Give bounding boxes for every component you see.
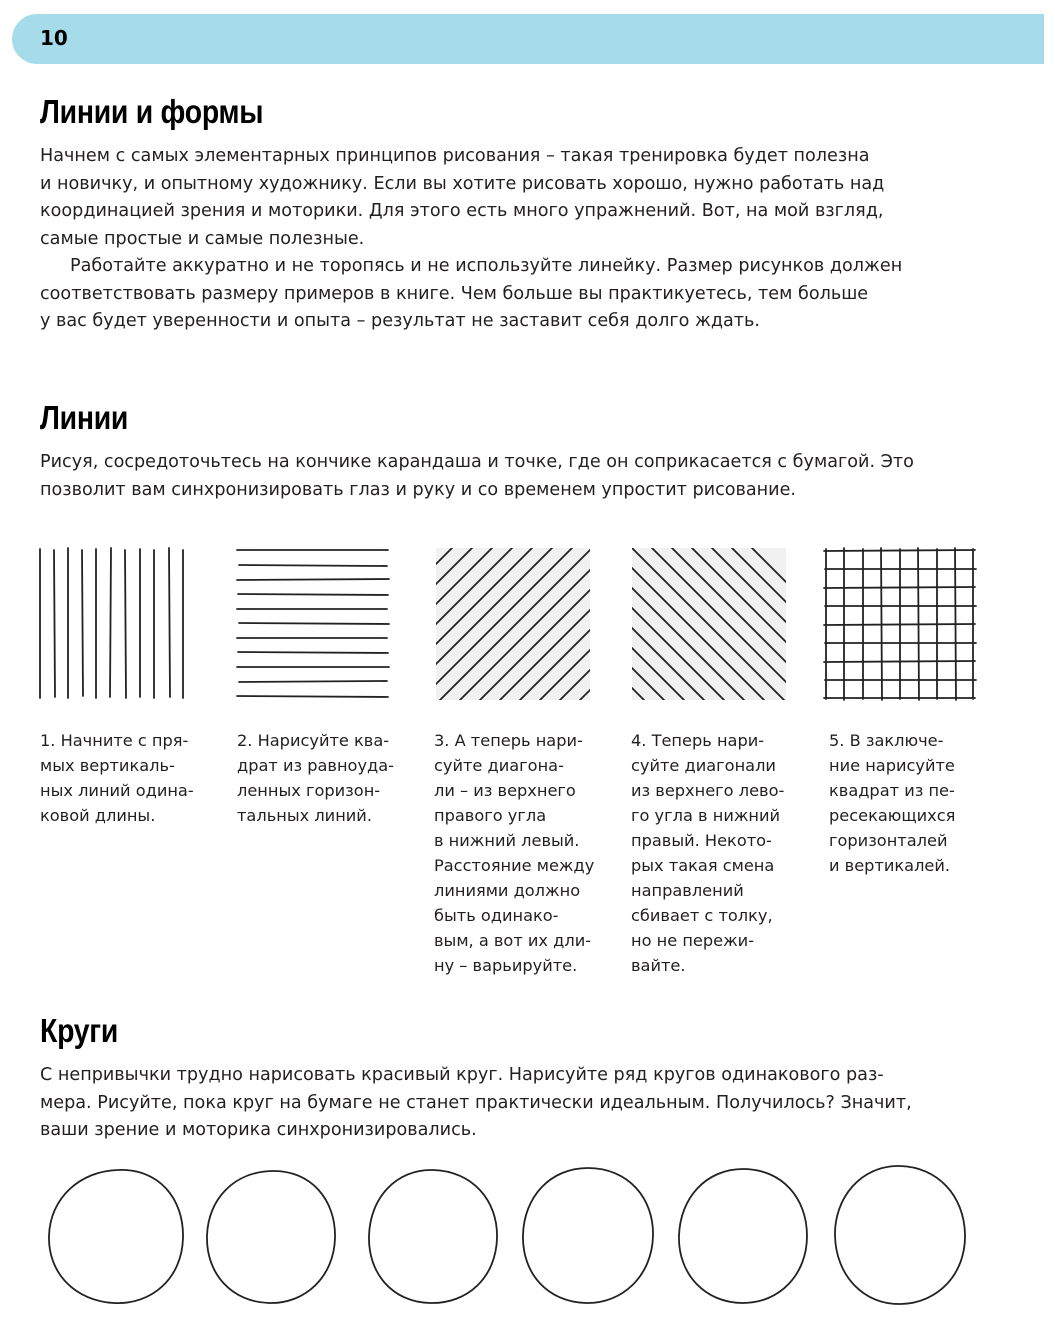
caption-line: рых такая смена xyxy=(631,856,775,875)
caption-line: сбивает с толку, xyxy=(631,906,773,925)
caption-line: вайте. xyxy=(631,956,686,975)
hand-drawn-circle xyxy=(369,1170,497,1303)
caption-line: суйте диагона- xyxy=(434,756,564,775)
caption-line: квадрат из пе- xyxy=(829,781,955,800)
text-line: С непривычки трудно нарисовать красивый круг. Нарисуйте ряд кругов одинакового раз- xyxy=(40,1065,884,1085)
text-line: Рисуя, сосредоточьтесь на кончике карандаша и точке, где он соприкасается с бумагой. Это xyxy=(40,452,914,472)
caption-line: из верхнего лево- xyxy=(631,781,785,800)
caption-line: ну – варьируйте. xyxy=(434,956,578,975)
intro-paragraph xyxy=(40,143,902,336)
caption-line: направлений xyxy=(631,881,744,900)
caption-line: Расстояние между xyxy=(434,856,595,875)
text-line: самые простые и самые полезные. xyxy=(40,228,365,249)
exercise-caption-4 xyxy=(631,728,784,978)
exercise-caption-5 xyxy=(829,728,955,878)
caption-line: горизонталей xyxy=(829,831,948,850)
caption-line: ли – из верхнего xyxy=(434,781,576,800)
caption-line: правый. Некото- xyxy=(631,831,772,850)
caption-line: но не пережи- xyxy=(631,931,755,950)
lines-paragraph xyxy=(40,449,914,504)
circles-paragraph xyxy=(40,1062,912,1145)
text-line: Работайте аккуратно и не торопясь и не используйте линейку. Размер рисунков должен xyxy=(70,256,903,276)
caption-line: 3. А теперь нари- xyxy=(434,731,583,750)
caption-line: ние нарисуйте xyxy=(829,756,955,775)
caption-line: в нижний левый. xyxy=(434,831,580,850)
text-line: и новичку, и опытному художнику. Если вы хотите рисовать хорошо, нужно работать над xyxy=(40,173,885,194)
caption-line: ресекающихся xyxy=(829,806,956,825)
diagonal-lines-left-right-drawing xyxy=(630,546,790,706)
caption-line: 4. Теперь нари- xyxy=(631,731,765,750)
exercise-caption-1 xyxy=(40,728,194,828)
text-line: Начнем с самых элементарных принципов рисования – такая тренировка будет полезна xyxy=(40,146,870,166)
caption-line: 1. Начните с пря- xyxy=(40,731,189,750)
caption-line: линиями должно xyxy=(434,881,581,900)
text-line: координацией зрения и моторики. Для этого есть много упражнений. Вот, на мой взгляд, xyxy=(40,201,884,221)
grid-drawing xyxy=(822,546,982,706)
caption-line: драт из равноуда- xyxy=(237,756,394,775)
diagonal-lines-right-left-drawing xyxy=(434,546,594,706)
caption-line: быть одинако- xyxy=(434,906,559,925)
circles-drawing xyxy=(40,1158,980,1318)
text-line: соответствовать размеру примеров в книге. Чем больше вы практикуетесь, тем больше xyxy=(40,283,869,304)
section-title-lines: Линии xyxy=(40,399,129,436)
caption-line: суйте диагонали xyxy=(631,756,776,775)
caption-line: го угла в нижний xyxy=(631,806,781,825)
text-line: у вас будет уверенности и опыта – результат не заставит себя долго ждать. xyxy=(40,311,760,331)
hand-drawn-circle xyxy=(679,1169,807,1303)
caption-line: вым, а вот их дли- xyxy=(434,931,592,950)
text-line: позволит вам синхронизировать глаз и руку и со временем упростит рисование. xyxy=(40,479,797,500)
page-number: 10 xyxy=(40,26,68,50)
vertical-lines-drawing xyxy=(36,546,196,706)
exercise-caption-3 xyxy=(434,728,594,978)
page-header-band xyxy=(12,14,1044,64)
caption-line: ных линий одина- xyxy=(40,781,194,800)
caption-line: правого угла xyxy=(434,806,547,825)
caption-line: 2. Нарисуйте ква- xyxy=(237,731,390,750)
section-title-circles: Круги xyxy=(40,1012,119,1049)
hand-drawn-circle xyxy=(523,1168,653,1303)
text-line: ваши зрение и моторика синхронизировались. xyxy=(40,1120,477,1140)
exercise-caption-2 xyxy=(237,728,394,828)
caption-line: тальных линий. xyxy=(237,806,372,825)
section-title-lines-and-forms: Линии и формы xyxy=(40,93,264,130)
hand-drawn-circle xyxy=(49,1170,183,1303)
hand-drawn-circle xyxy=(207,1171,335,1303)
hand-drawn-circle xyxy=(835,1166,965,1304)
caption-line: ленных горизон- xyxy=(237,781,381,800)
text-line: мера. Рисуйте, пока круг на бумаге не станет практически идеальным. Получилось? Значит, xyxy=(40,1092,912,1113)
caption-line: и вертикалей. xyxy=(829,856,951,875)
caption-line: 5. В заключе- xyxy=(829,731,944,750)
horizontal-lines-drawing xyxy=(234,546,394,706)
caption-line: мых вертикаль- xyxy=(40,756,175,775)
caption-line: ковой длины. xyxy=(40,806,156,825)
